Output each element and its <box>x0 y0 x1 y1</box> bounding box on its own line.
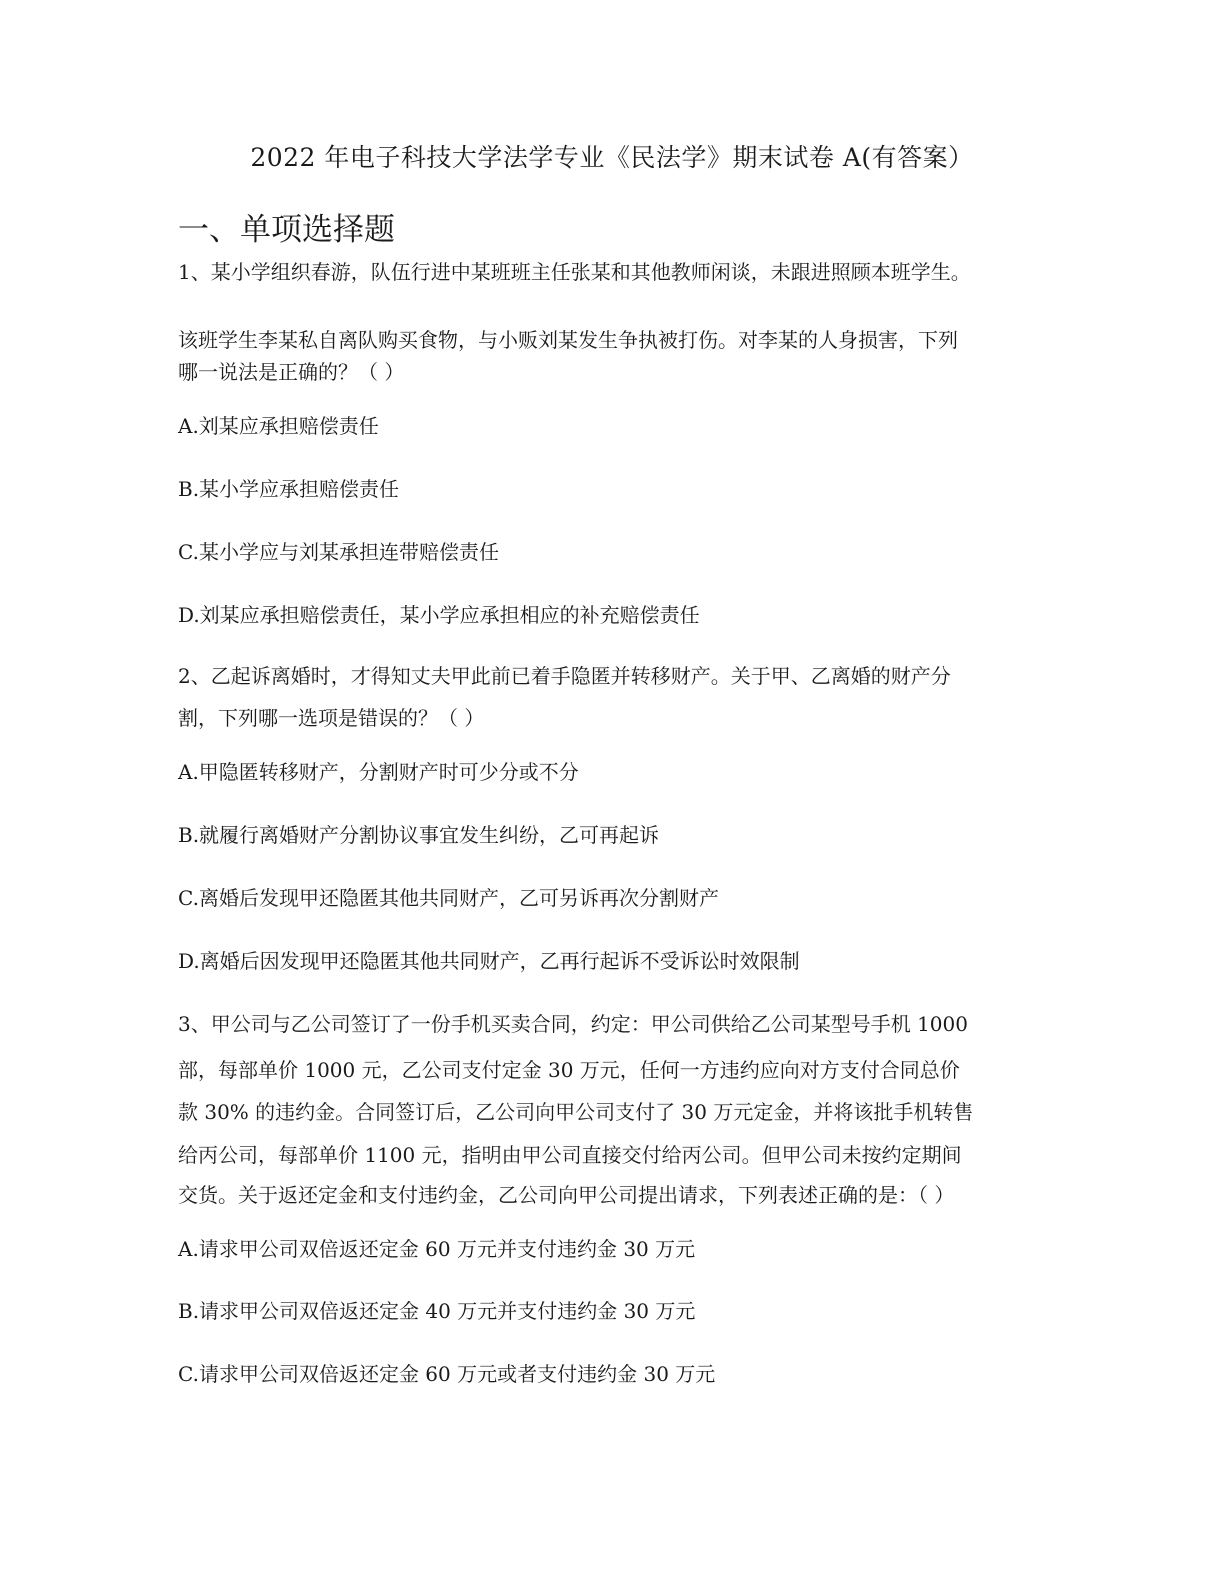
question-1-stem-line-3: 哪一说法是正确的？（ ） <box>178 360 405 384</box>
question-3-option-a: A.请求甲公司双倍返还定金 60 万元并支付违约金 30 万元 <box>178 1237 696 1261</box>
question-2-option-c: C.离婚后发现甲还隐匿其他共同财产，乙可另诉再次分割财产 <box>178 886 719 910</box>
question-3-option-c: C.请求甲公司双倍返还定金 60 万元或者支付违约金 30 万元 <box>178 1362 716 1386</box>
question-3-stem-line-1: 3、甲公司与乙公司签订了一份手机买卖合同，约定：甲公司供给乙公司某型号手机 1000 <box>178 1012 968 1036</box>
question-1-option-a: A.刘某应承担赔偿责任 <box>178 414 379 438</box>
question-3-stem-line-3: 款 30% 的违约金。合同签订后，乙公司向甲公司支付了 30 万元定金，并将该批手机转售 <box>178 1100 974 1124</box>
question-3-stem-line-5: 交货。关于返还定金和支付违约金，乙公司向甲公司提出请求，下列表述正确的是：（ ） <box>178 1183 955 1207</box>
question-1-option-d: D.刘某应承担赔偿责任，某小学应承担相应的补充赔偿责任 <box>178 603 700 627</box>
question-1-option-c: C.某小学应与刘某承担连带赔偿责任 <box>178 540 499 564</box>
question-2-stem-line-1: 2、乙起诉离婚时，才得知丈夫甲此前已着手隐匿并转移财产。关于甲、乙离婚的财产分 <box>178 664 951 688</box>
question-1-stem-line-2: 该班学生李某私自离队购买食物，与小贩刘某发生争执被打伤。对李某的人身损害，下列 <box>178 328 958 352</box>
question-3-stem-line-2: 部，每部单价 1000 元，乙公司支付定金 30 万元，任何一方违约应向对方支付合同总价 <box>178 1058 960 1082</box>
question-3-option-b: B.请求甲公司双倍返还定金 40 万元并支付违约金 30 万元 <box>178 1299 696 1323</box>
question-2-option-d: D.离婚后因发现甲还隐匿其他共同财产，乙再行起诉不受诉讼时效限制 <box>178 949 800 973</box>
question-1-option-b: B.某小学应承担赔偿责任 <box>178 477 400 501</box>
document-title: 2022 年电子科技大学法学专业《民法学》期末试卷 A(有答案） <box>250 143 974 172</box>
section-heading: 一、单项选择题 <box>178 212 395 248</box>
question-2-option-a: A.甲隐匿转移财产，分割财产时可少分或不分 <box>178 760 579 784</box>
question-2-stem-line-2: 割，下列哪一选项是错误的？（ ） <box>178 706 485 730</box>
question-1-stem-line-1: 1、某小学组织春游，队伍行进中某班班主任张某和其他教师闲谈，未跟进照顾本班学生。 <box>178 260 971 284</box>
question-3-stem-line-4: 给丙公司，每部单价 1100 元，指明由甲公司直接交付给丙公司。但甲公司未按约定期间 <box>178 1143 962 1167</box>
question-2-option-b: B.就履行离婚财产分割协议事宜发生纠纷，乙可再起诉 <box>178 823 660 847</box>
